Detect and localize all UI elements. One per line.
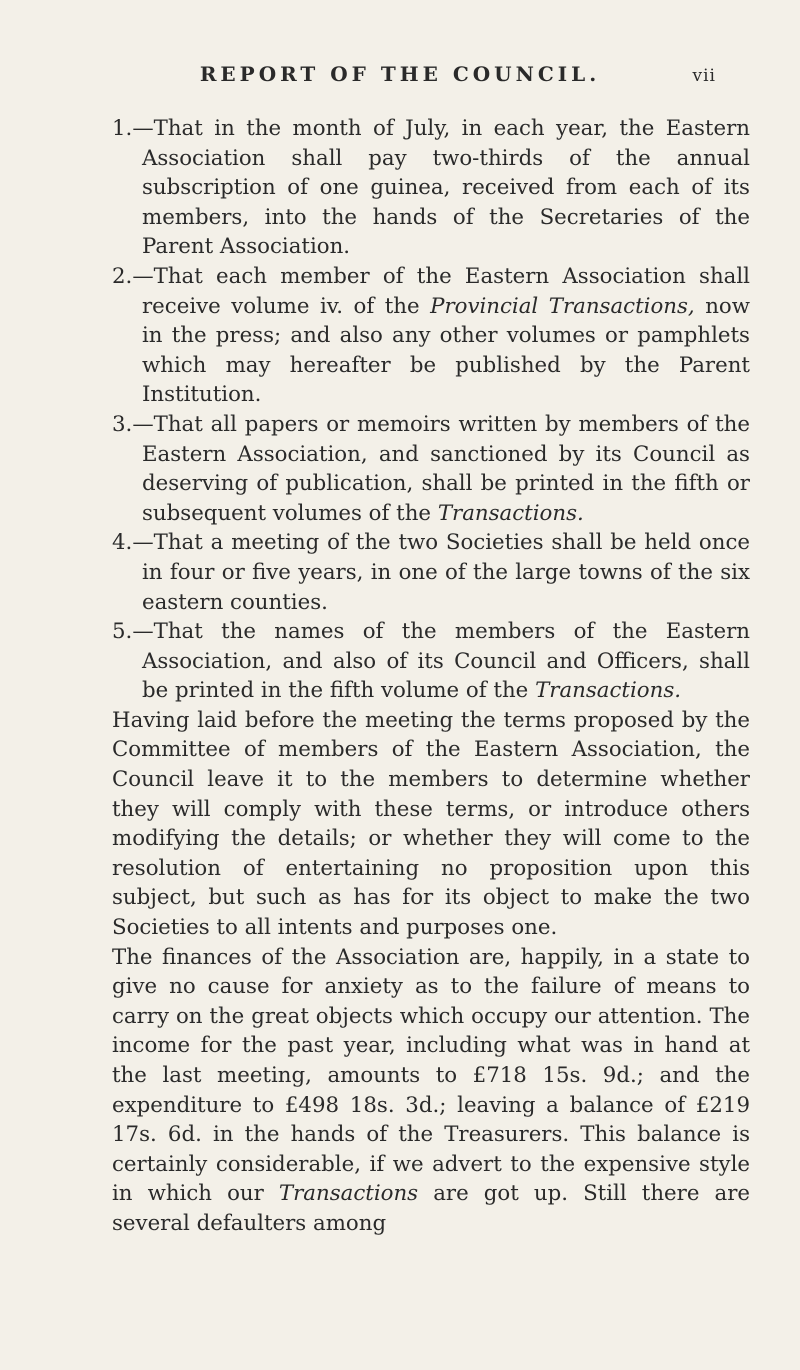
resolution-number: 3. [112, 411, 133, 437]
paragraph-committee-terms: Having laid before the meeting the terms proposed by the Committee of members of the Eastern Association, the Council leave it to the members to determine whether they will comply with these terms, or introduce others modifying the details; or whether they will come to the resolution of entertaining no proposition upon this subject, but such as has for its object to make the two Societies to all intents and purposes one. [112, 707, 750, 941]
italic-transactions: Transactions [278, 1181, 419, 1207]
resolution-4: 4.—That a meeting of the two Societies shall be held once in four or five years, in one of the large towns of the six eastern counties. [112, 530, 750, 615]
resolution-1: 1.—That in the month of July, in each year, the Eastern Association shall pay two-thirds of the annual subscription of one guinea, received from each of its members, into the hands of the Secretaries of the Parent Association. [112, 116, 750, 260]
resolution-2: 2.—That each member of the Eastern Association shall receive volume iv. of the Provincial Transactions, now in the press; and also any other volumes or pamphlets which may hereafter be published by the Parent Institution. [112, 263, 750, 408]
resolution-italic-title: Transactions. [535, 678, 682, 704]
resolution-number: 5. [112, 619, 133, 645]
resolution-text-continued: now in the press; and also any other volumes or pamphlets which may hereafter be published by the Parent Institution. [142, 293, 750, 408]
resolution-number: 1. [112, 116, 133, 141]
resolution-text: That each member of the Eastern Association shall receive volume iv. of the [142, 263, 750, 319]
resolution-italic-title: Provincial Transactions, [430, 293, 695, 319]
resolution-5: 5.—That the names of the members of the Eastern Association, and also of its Council and Officers, shall be printed in the fifth volume of the Transactions. [112, 619, 750, 704]
paragraph-text-continued: are got up. Still there are several defaulters among [112, 1181, 750, 1236]
running-title: REPORT OF THE COUNCIL. [199, 62, 601, 86]
resolution-number: 4. [112, 530, 133, 556]
page-header [0, 62, 800, 96]
paragraph-finances [112, 943, 750, 1239]
resolution-text: That the names of the members of the Eastern Association, and also of its Council and Officers, shall be printed in the fifth volume of the [142, 619, 750, 704]
page-body [112, 114, 750, 1239]
resolution-text: That all papers or memoirs written by members of the Eastern Association, and sanctioned by its Council as deserving of publication, shall be printed in the fifth or subsequent volumes of the [142, 411, 750, 526]
resolution-3: 3.—That all papers or memoirs written by members of the Eastern Association, and sanctioned by its Council as deserving of publication, shall be printed in the fifth or subsequent volumes of the Transactions. [112, 411, 750, 526]
paragraph-text: The finances of the Association are, happily, in a state to give no cause for anxiety as to the failure of means to carry on the great objects which occupy our attention. The income for the past year, including what was in hand at the last meeting, amounts to £718 15s. 9d.; and the expenditure to £498 18s. 3d.; leaving a balance of £219 17s. 6d. in the hands of the Treasurers. This balance is certainly considerable, if we advert to the expensive style in which our [112, 944, 750, 1207]
resolution-italic-title: Transactions. [437, 500, 584, 526]
resolution-text: That a meeting of the two Societies shall be held once in four or five years, in one of the large towns of the six eastern counties. [142, 530, 750, 615]
resolution-number: 2. [112, 263, 133, 289]
page-number: vii [692, 66, 716, 86]
resolution-text: That in the month of July, in each year, the Eastern Association shall pay two-thirds of the annual subscription of one guinea, received from each of its members, into the hands of the Secretaries of the Parent Association. [142, 116, 750, 260]
